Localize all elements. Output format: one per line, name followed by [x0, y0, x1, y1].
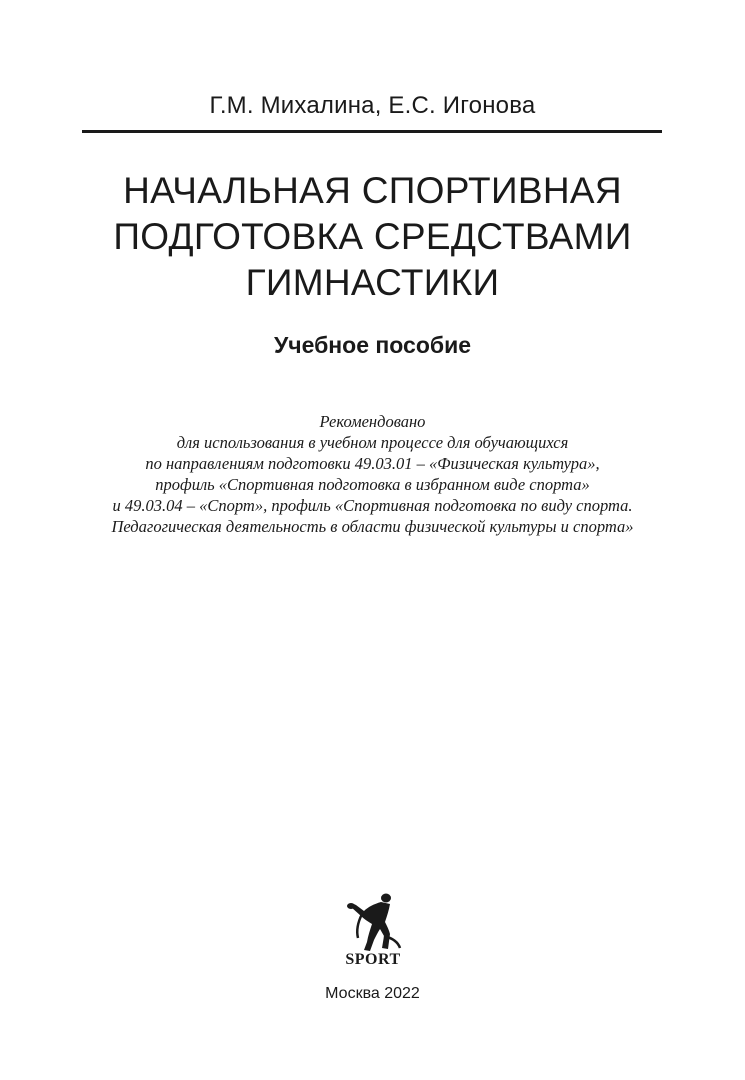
- recommendation-line: Рекомендовано: [319, 412, 426, 431]
- discus-thrower-icon: [334, 892, 412, 954]
- book-subtitle: Учебное пособие: [273, 332, 472, 358]
- divider-rule: [82, 130, 662, 133]
- recommendation-block: [0, 411, 745, 537]
- recommendation-line: по направлениям подготовки 49.03.01 – «Физическая культура»,: [145, 454, 600, 473]
- authors: Г.М. Михалина, Е.С. Игонова: [209, 92, 536, 119]
- recommendation-line: для использования в учебном процессе для обучающихся: [176, 433, 569, 452]
- recommendation-line: Педагогическая деятельность в области физической культуры и спорта»: [111, 517, 634, 536]
- recommendation-line: профиль «Спортивная подготовка в избранном виде спорта»: [155, 475, 590, 494]
- publisher-logo-text: SPORT: [345, 951, 401, 968]
- recommendation-line: и 49.03.04 – «Спорт», профиль «Спортивная подготовка по виду спорта.: [112, 496, 633, 515]
- title-line: НАЧАЛЬНАЯ СПОРТИВНАЯ: [123, 170, 622, 211]
- title-line: ПОДГОТОВКА СРЕДСТВАМИ: [113, 216, 632, 257]
- publisher-logo: [334, 892, 412, 978]
- book-title: [0, 168, 745, 306]
- title-line: ГИМНАСТИКИ: [245, 262, 500, 303]
- imprint: Москва 2022: [325, 985, 420, 1002]
